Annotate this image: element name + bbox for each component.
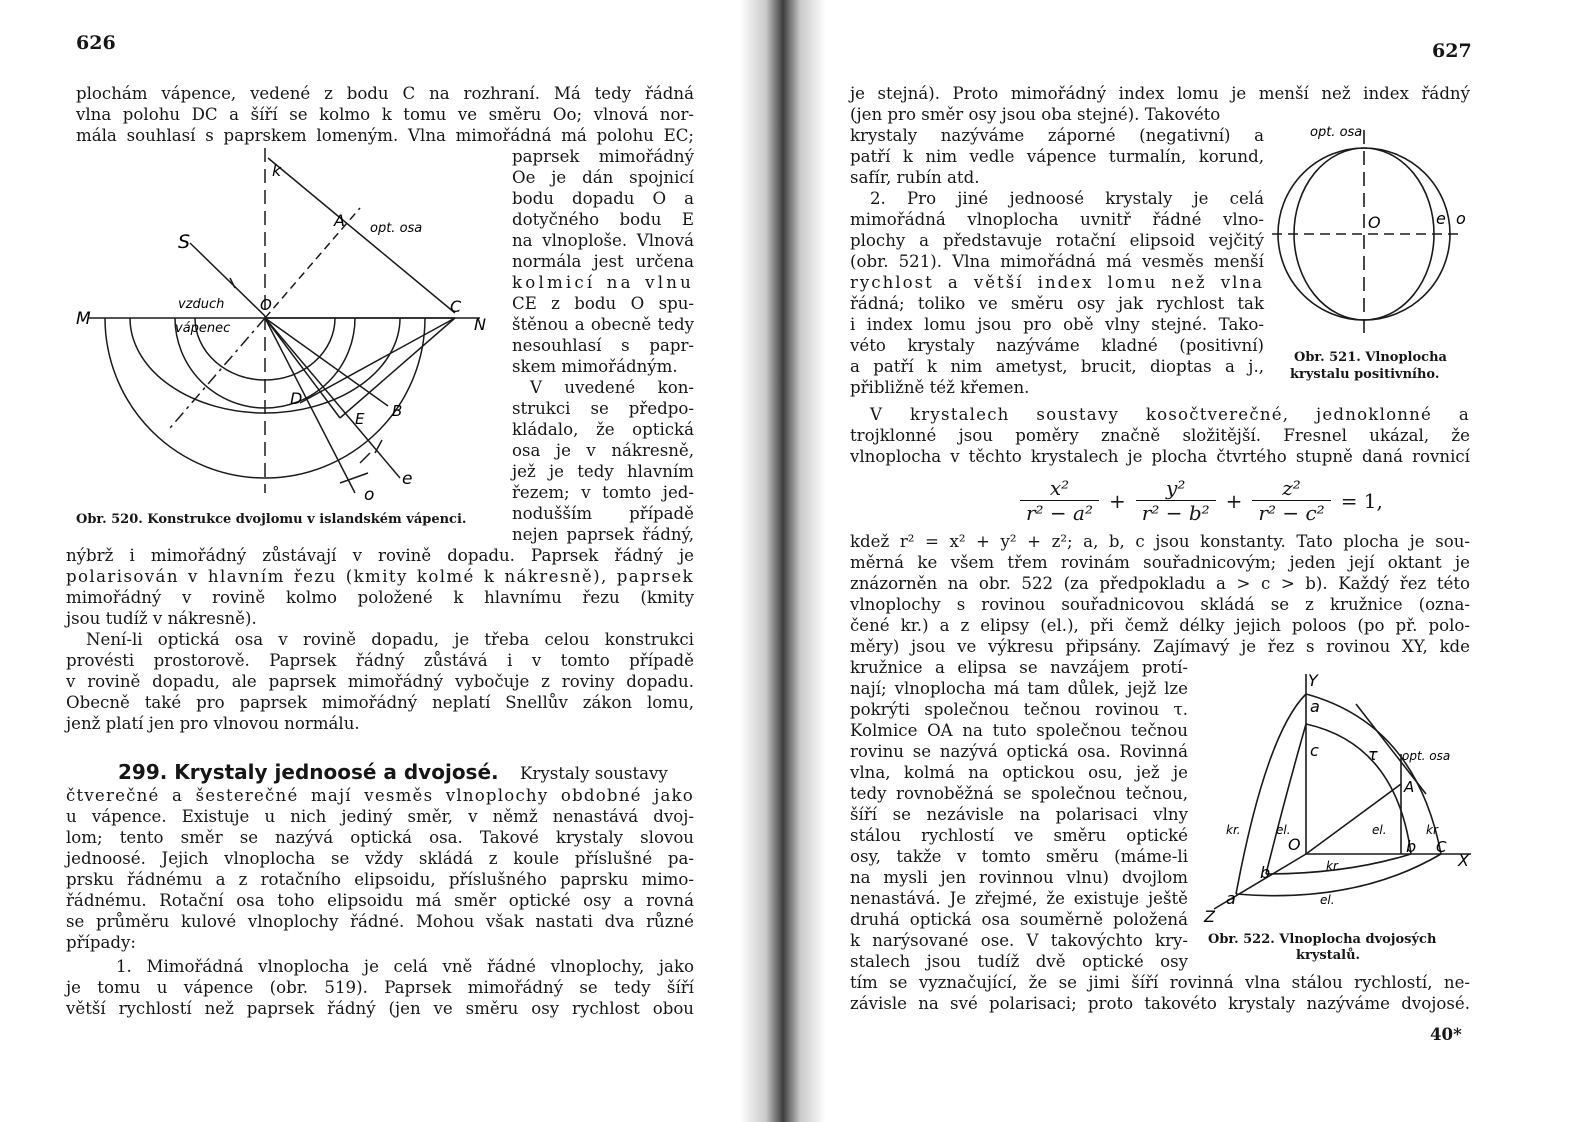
right-page: [806, 0, 1594, 1122]
text-line: vlna, kolmá na optickou osu, jež je: [850, 763, 1188, 782]
text-line: k narýsované ose. V takovýchto kry-: [850, 931, 1188, 950]
fig-label: vzduch: [178, 297, 225, 312]
text-line: šíří se nezávisle na polarisaci vlny: [850, 805, 1188, 824]
numerator: x²: [1020, 476, 1099, 501]
text-line: skem mimořádným.: [512, 357, 678, 376]
text-line: rychlost a větší index lomu než vlna: [850, 273, 1264, 292]
text-line: plochy a představuje rotační elipsoid vejčitý: [850, 231, 1264, 250]
figure-caption: Obr. 521. Vlnoplocha: [1294, 350, 1447, 365]
text-line: na mysli jen rovinnou vlnu) dvojlom: [850, 868, 1188, 887]
text-line: prsku řádnému a z rotačního elipsoidu, příslušného paprsku mimo-: [66, 870, 694, 889]
numerator: y²: [1136, 476, 1216, 501]
fig-label: X: [1458, 851, 1469, 870]
fraction: [1136, 476, 1216, 525]
fig-label: N: [474, 315, 486, 334]
fig-label: C: [450, 297, 462, 316]
numerator: z²: [1252, 476, 1330, 501]
text-line: řezem; v tomto jed-: [512, 483, 694, 502]
text-line: osy, takže v tomto směru (máme-li: [850, 847, 1188, 866]
text-line: kdež r² = x² + y² + z²; a, b, c jsou konstanty. Tato plocha je sou-: [850, 532, 1470, 551]
text-line: v rovině dopadu, ale paprsek mimořádný vybočuje z roviny dopadu.: [66, 672, 694, 691]
text-line: nýbrž i mimořádný zůstávají v rovině dopadu. Paprsek řádný je: [66, 546, 694, 565]
text-line: 1. Mimořádná vlnoplocha je celá vně řádné vlnoplochy, jako: [116, 957, 694, 976]
text-line: stalech jsou tudíž dvě optické osy: [850, 952, 1188, 971]
text-line: závisle na své polarisaci; proto takovéto krystaly nazýváme dvojosé.: [850, 994, 1470, 1013]
text-line: nejen paprsek řádný,: [512, 525, 694, 544]
fig-label: O: [260, 296, 272, 314]
text-line: Kolmice OA na tuto společnou tečnou: [850, 721, 1188, 740]
text-line: vlnoplochy s rovinou souřadnicovou skládá se z kružnice (ozna-: [850, 595, 1470, 614]
text-line: řádnému. Rotační osa toho elipsoidu má směr optické osy a rovná: [66, 891, 694, 910]
fig-label: M: [76, 309, 91, 329]
text-line: mimořádný v rovině kolmo položené k hlavnímu řezu (kmity: [66, 588, 694, 607]
fig-label: C: [1436, 838, 1447, 856]
text-line: nenastává. Je zřejmé, že existuje ještě: [850, 889, 1188, 908]
text-line: stálou rychlostí ve směru optické: [850, 826, 1188, 845]
equation-rhs: = 1,: [1340, 488, 1383, 513]
text-line: mála souhlasí s paprskem lomeným. Vlna mimořádná má polohu EC;: [76, 126, 694, 145]
fig-label: e: [402, 469, 413, 489]
text-line: měrná ke všem třem rovinám souřadnicovým; jeden její oktant je: [850, 553, 1470, 572]
fig-label: opt. osa: [370, 221, 423, 236]
fig-label: A: [1404, 778, 1415, 796]
text-line: i index lomu jsou pro obě vlny stejné. Tako-: [850, 315, 1264, 334]
section-heading: 299. Krystaly jednoosé a dvojosé.: [118, 760, 499, 784]
page-number: 626: [76, 32, 116, 54]
text-line: je tomu u vápence (obr. 519). Paprsek mimořádný se tedy šíří: [66, 978, 694, 997]
fig-label: a: [1226, 889, 1236, 908]
text-line: řádná; toliko ve směru osy jak rychlost tak: [850, 294, 1264, 313]
text-line: V krystalech soustavy kosočtverečné, jednoklonné a: [870, 405, 1470, 424]
text-line: nodušším případě: [512, 504, 694, 523]
text-line: přibližně též křemen.: [850, 378, 1030, 397]
text-line: kládalo, že optická: [512, 420, 694, 439]
text-line: se průměru kulové vlnoplochy řádné. Mohou však nastati dva různé: [66, 912, 694, 931]
fig-label: opt. osa: [1402, 749, 1451, 763]
fig-label: b: [1406, 837, 1417, 856]
fig-label: Z: [1204, 907, 1215, 926]
fig-label: E: [355, 410, 365, 428]
signature-mark: 40*: [1430, 1024, 1462, 1044]
fig-label: o: [364, 485, 375, 505]
text-line: trojklonné jsou poměry značně složitější. Fresnel ukázal, že: [850, 426, 1470, 445]
fig-label: el.: [1372, 823, 1387, 837]
fig-label: Y: [1308, 671, 1318, 690]
fig-label: a: [1310, 697, 1320, 716]
text-line: na vlnoploše. Vlnová: [512, 231, 694, 250]
figure-caption: Obr. 520. Konstrukce dvojlomu v islandském vápenci.: [76, 512, 467, 527]
fig-label: k: [272, 161, 282, 180]
text-line: tím se vyznačující, že se jimi šíří rovinná vlna stálou rychlostí, ne-: [850, 973, 1470, 992]
text-line: bodu dopadu O a: [512, 189, 694, 208]
fresnel-equation: [1016, 476, 1389, 525]
fraction: [1020, 476, 1099, 525]
text-line: měry) jsou ve výkresu připsány. Zajímavý je řez s rovinou XY, kde: [850, 637, 1470, 656]
denominator: r² − c²: [1258, 501, 1325, 525]
text-line: patří k nim vedle vápence turmalín, korund,: [850, 147, 1264, 166]
figure-caption: Obr. 522. Vlnoplocha dvojosých: [1208, 932, 1437, 947]
page-number: 627: [1432, 40, 1472, 62]
fig-label: e: [1436, 209, 1446, 228]
text-line: plochám vápence, vedené z bodu C na rozhraní. Má tedy řádná: [76, 84, 694, 103]
figure-caption: krystalů.: [1296, 948, 1361, 963]
text-line: dotyčného bodu E: [512, 210, 694, 229]
text-line: (obr. 521). Vlna mimořádná má vesměs menší: [850, 252, 1264, 271]
figure-caption: krystalu positivního.: [1290, 367, 1440, 382]
text-line: normála jest určena: [512, 252, 694, 271]
text-line: Obecně také pro paprsek mimořádný neplatí Snellův zákon lomu,: [66, 693, 694, 712]
fraction: [1252, 476, 1330, 525]
text-line: Není-li optická osa v rovině dopadu, je třeba celou konstrukci: [86, 630, 694, 649]
text-line: u vápence. Existuje u nich jediný směr, v němž nenastává dvoj-: [66, 807, 694, 826]
text-line: jenž platí jen pro vlnovou normálu.: [66, 714, 360, 733]
text-line: čtverečné a šesterečné mají vesměs vlnoplochy obdobné jako: [66, 786, 694, 805]
fig-label: vápenec: [175, 321, 231, 336]
text-line: (jen pro směr osy jsou oba stejné). Takovéto: [850, 105, 1221, 124]
text-line: V uvedené kon-: [530, 378, 694, 397]
text-line: a patří k nim ametyst, brucit, dioptas a j.,: [850, 357, 1264, 376]
text-line: vlna polohu DC a šíří se kolmo k tomu ve směru Oo; vlnová nor-: [76, 105, 694, 124]
text-line: nesouhlasí s papr-: [512, 336, 694, 355]
text-line: osa je v nákresně,: [512, 441, 694, 460]
plus-sign: +: [1225, 488, 1243, 513]
text-line: krystaly nazýváme záporné (negativní) a: [850, 126, 1264, 145]
text-line: jež je tedy hlavním: [512, 462, 694, 481]
text-line: lom; tento směr se nazývá optická osa. Takové krystaly slovou: [66, 828, 694, 847]
text-line: vlnoplocha v těchto krystalech je plocha čtvrtého stupně daná rovnicí: [850, 447, 1470, 466]
denominator: r² − a²: [1026, 501, 1093, 525]
fig-label: D: [290, 389, 303, 408]
denominator: r² − b²: [1141, 501, 1210, 525]
text-line: strukci se předpo-: [512, 399, 694, 418]
figure-522: [1196, 664, 1476, 934]
text-line: kružnice a elipsa se navzájem protí-: [850, 658, 1188, 677]
fig-label: τ: [1368, 745, 1378, 764]
left-page: [0, 0, 760, 1122]
fig-label: el.: [1320, 893, 1335, 907]
fig-label: c: [1310, 741, 1319, 760]
fig-label: el.: [1276, 823, 1291, 837]
text-line: tedy rovnoběžná se společnou tečnou,: [850, 784, 1188, 803]
fig-label: opt. osa: [1310, 125, 1363, 140]
text-line: větší rychlostí než paprsek řádný (jen ve směru osy rychlost obou: [66, 999, 694, 1018]
text-line: čené kr.) a z elipsy (el.), při čemž délky jejich poloos (po př. polo-: [850, 616, 1470, 635]
text-line: rovinu se nazývá optická osa. Rovinná: [850, 742, 1188, 761]
text-line: znázorněn na obr. 522 (za předpokladu a > c > b). Každý řez této: [850, 574, 1470, 593]
text-line: druhá optická osa souměrně položená: [850, 910, 1188, 929]
text-line: Oe je dán spojnicí: [512, 168, 694, 187]
text-line: nají; vlnoplocha má tam důlek, jejž lze: [850, 679, 1188, 698]
text-line: provésti prostorově. Paprsek řádný zůstává i v tomto případě: [66, 651, 694, 670]
figure-520: [70, 148, 510, 520]
text-line: jsou tudíž v nákresně).: [66, 609, 257, 628]
text-line: Krystaly soustavy: [520, 764, 668, 783]
fig-label: kr: [1426, 823, 1438, 837]
fig-label: b: [1260, 863, 1271, 882]
fig-label: O: [1288, 835, 1301, 854]
fig-label: B: [392, 402, 403, 420]
text-line: paprsek mimořádný: [512, 147, 694, 166]
text-line: véto krystaly nazýváme kladné (positivní): [850, 336, 1264, 355]
text-line: případy:: [66, 933, 136, 952]
text-line: CE z bodu O spu-: [512, 294, 694, 313]
text-line: 2. Pro jiné jednoosé krystaly je celá: [870, 189, 1264, 208]
text-line: polarisován v hlavním řezu (kmity kolmé k nákresně), paprsek: [66, 567, 694, 586]
text-line: pokrýti společnou tečnou rovinou τ.: [850, 700, 1188, 719]
fig-label: S: [178, 231, 191, 253]
text-line: štěnou a obecně tedy: [512, 315, 694, 334]
text-line: safír, rubín atd.: [850, 168, 980, 187]
fig-label: o: [1456, 209, 1466, 228]
fig-label: kr.: [1226, 823, 1241, 837]
fig-label: kr.: [1326, 859, 1341, 873]
figure-521: [1272, 118, 1476, 346]
text-line: kolmicí na vlnu: [512, 273, 694, 292]
text-line: jednoosé. Jejich vlnoplocha se vždy skládá z koule příslušné pa-: [66, 849, 694, 868]
text-line: mimořádná vlnoplocha uvnitř řádné vlno-: [850, 210, 1264, 229]
plus-sign: +: [1109, 488, 1126, 513]
text-line: je stejná). Proto mimořádný index lomu je menší než index řádný: [850, 84, 1470, 103]
fig-label: O: [1368, 213, 1381, 232]
fig-label: A: [334, 211, 345, 230]
